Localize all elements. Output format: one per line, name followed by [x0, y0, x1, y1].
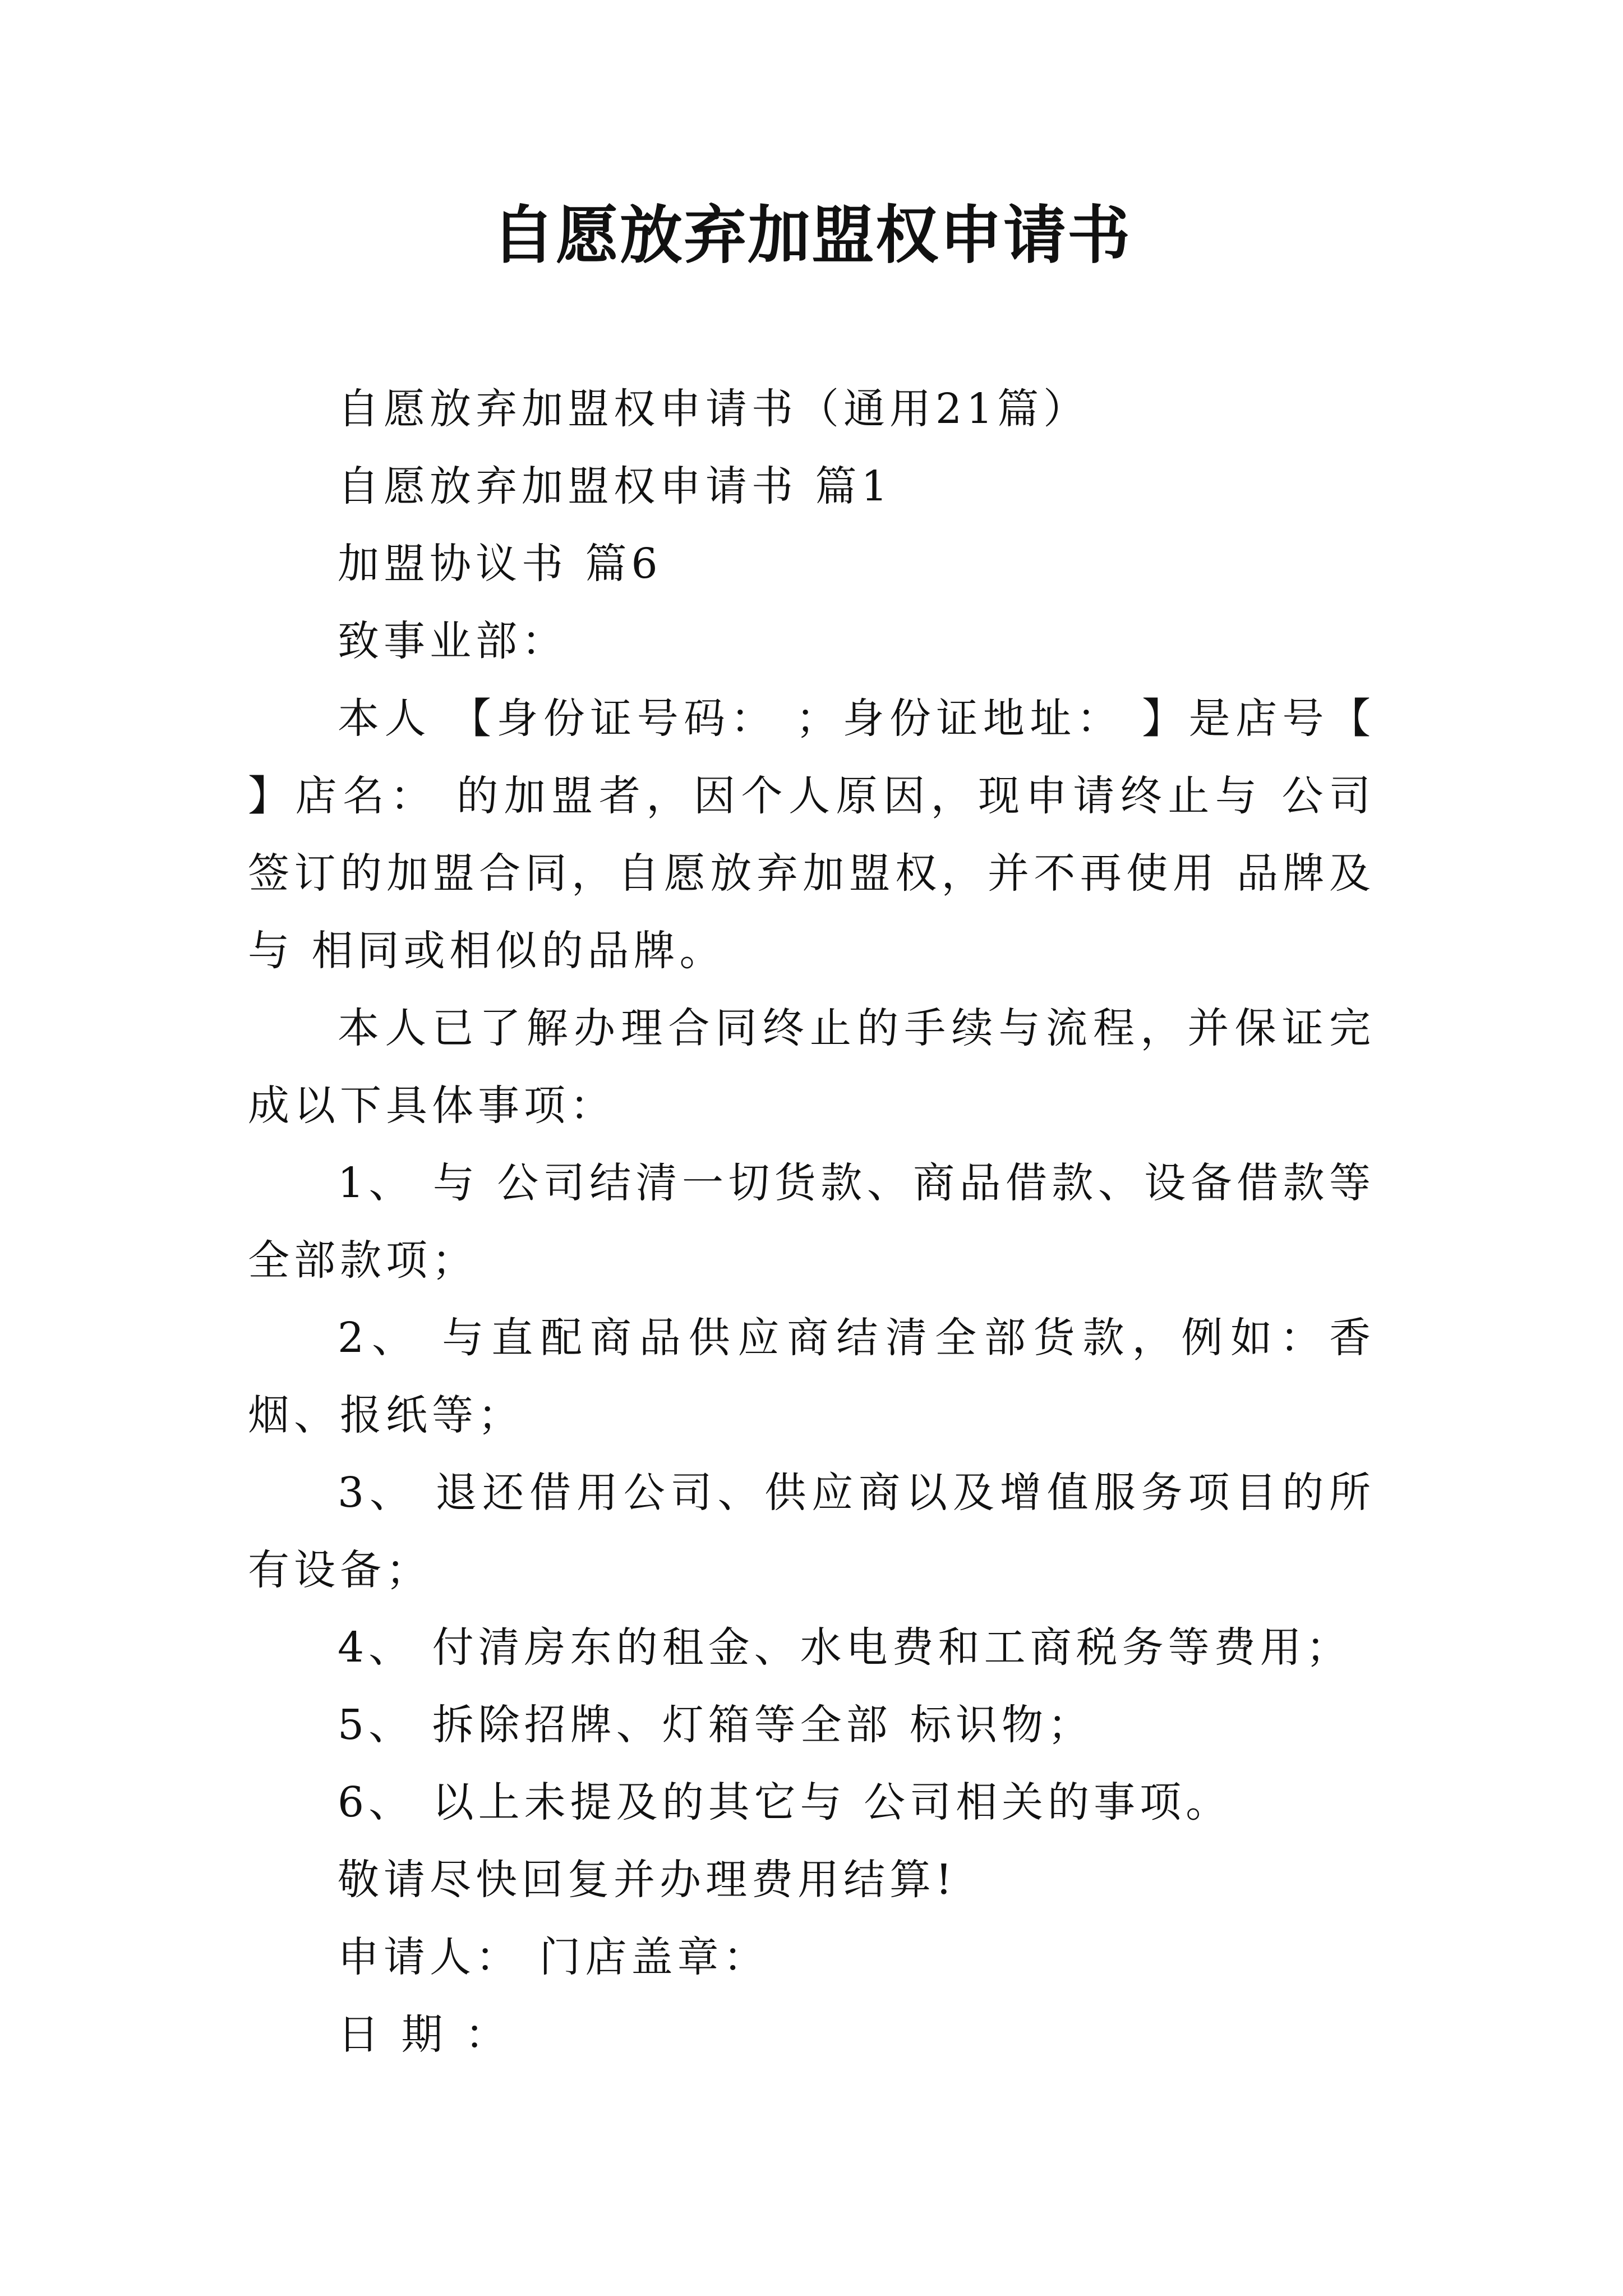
- date-line: 日 期 ：: [338, 2010, 511, 2059]
- closing-request: 敬请尽快回复并办理费用结算!: [338, 1856, 957, 1904]
- signature-line: 申请人： 门店盖章：: [338, 1933, 769, 1981]
- item-3: 3、 退还借用公司、供应商以及增值服务项目的所有设备；: [248, 1469, 1375, 1594]
- item-6: 6、 以上未提及的其它与 公司相关的事项。: [338, 1778, 1232, 1826]
- document-title: 自愿放弃加盟权申请书: [492, 199, 1131, 272]
- document-body: [248, 370, 1375, 2073]
- item-5: 5、 拆除招牌、灯箱等全部 标识物；: [338, 1701, 1094, 1749]
- section-subheading: 加盟协议书 篇6: [338, 540, 662, 588]
- salutation: 致事业部：: [338, 617, 568, 665]
- item-2: 2、 与直配商品供应商结清全部货款，例如：香烟、报纸等；: [248, 1314, 1375, 1439]
- section-heading: 自愿放弃加盟权申请书 篇1: [338, 462, 892, 510]
- applicant-statement: 本人 【身份证号码： ；身份证地址： 】是店号【 】店名： 的加盟者，因个人原因，现申请终止与 公司签订的加盟合同，自愿放弃加盟权，并不再使用 品牌及与 相同或相似的品牌。: [248, 694, 1375, 975]
- commitment-intro: 本人已了解办理合同终止的手续与流程，并保证完成以下具体事项：: [248, 1004, 1375, 1130]
- item-4: 4、 付清房东的租金、水电费和工商税务等费用；: [338, 1623, 1352, 1672]
- subtitle-line: 自愿放弃加盟权申请书（通用21篇）: [338, 385, 1090, 433]
- item-1: 1、 与 公司结清一切货款、商品借款、设备借款等全部款项；: [248, 1159, 1375, 1285]
